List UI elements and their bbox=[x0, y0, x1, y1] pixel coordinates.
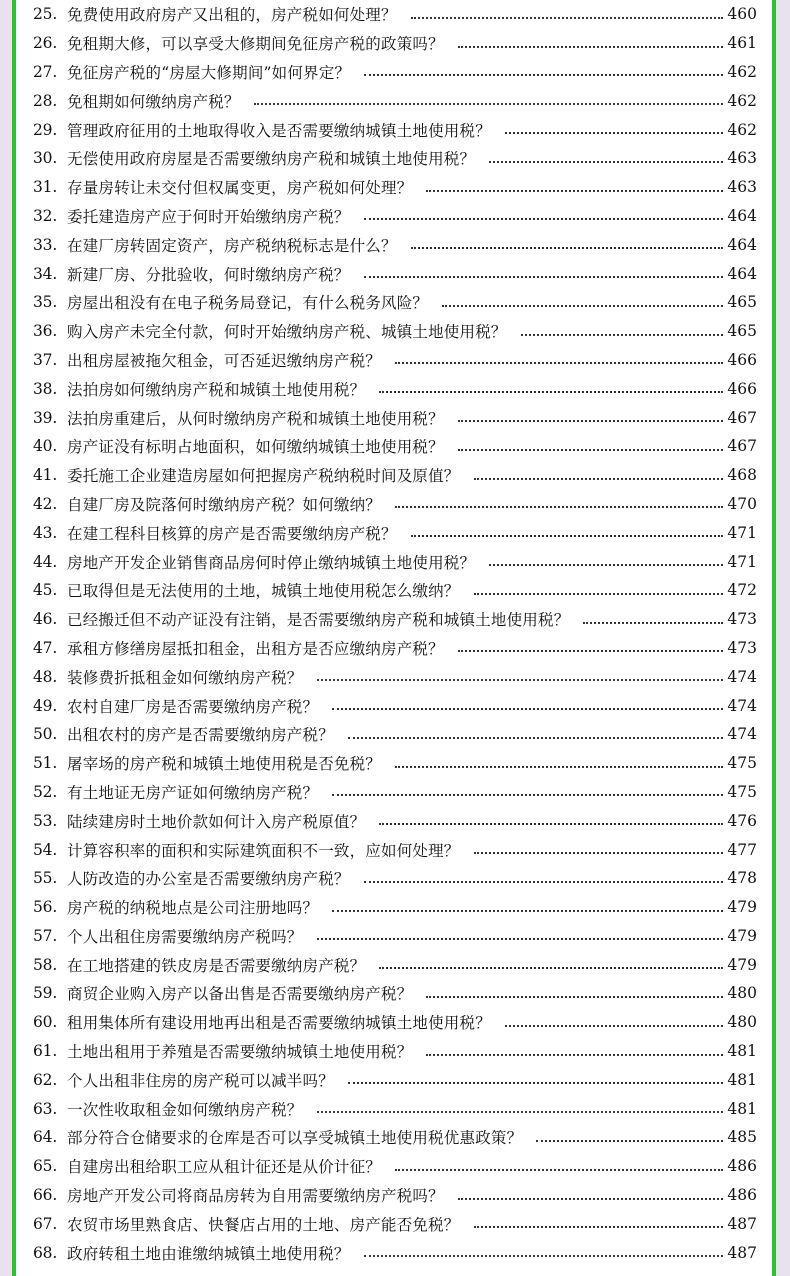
toc-entry[interactable] bbox=[33, 893, 757, 922]
dot-leader bbox=[317, 678, 723, 681]
toc-entry-title: 装修费折抵租金如何缴纳房产税？ bbox=[67, 668, 303, 687]
toc-entry-page-number: 471 bbox=[727, 523, 757, 542]
toc-entry-number: 41. bbox=[33, 466, 58, 485]
toc-entry-title: 免租期如何缴纳房产税？ bbox=[67, 92, 240, 111]
toc-entry-page-number: 475 bbox=[727, 782, 757, 801]
toc-entry-page-number: 479 bbox=[727, 898, 757, 917]
toc-entry-number: 50. bbox=[33, 725, 58, 744]
toc-entry-number: 63. bbox=[33, 1099, 58, 1118]
dot-leader bbox=[348, 736, 723, 739]
toc-entry-number: 61. bbox=[33, 1042, 58, 1061]
toc-entry-title: 政府转租土地由谁缴纳城镇土地使用税？ bbox=[67, 1244, 350, 1263]
dot-leader bbox=[474, 592, 723, 595]
toc-entry-number: 34. bbox=[33, 264, 58, 283]
dot-leader bbox=[395, 361, 723, 364]
toc-entry[interactable] bbox=[33, 634, 757, 663]
dot-leader bbox=[364, 1254, 723, 1257]
toc-entry-page-number: 471 bbox=[727, 552, 757, 571]
toc-entry-title: 部分符合仓储要求的仓库是否可以享受城镇土地使用税优惠政策？ bbox=[67, 1129, 523, 1148]
toc-entry-number: 60. bbox=[33, 1013, 58, 1032]
dot-leader bbox=[426, 1053, 723, 1056]
toc-entry-page-number: 481 bbox=[727, 1042, 757, 1061]
dot-leader bbox=[317, 1110, 723, 1113]
toc-entry[interactable] bbox=[33, 576, 757, 605]
toc-entry-title: 人防改造的办公室是否需要缴纳房产税？ bbox=[67, 870, 350, 889]
toc-entry-page-number: 487 bbox=[727, 1243, 757, 1262]
toc-entry-page-number: 473 bbox=[727, 610, 757, 629]
toc-entry[interactable] bbox=[33, 461, 757, 490]
dot-leader bbox=[254, 102, 723, 105]
toc-entry[interactable] bbox=[33, 288, 757, 317]
toc-entry[interactable] bbox=[33, 230, 757, 259]
toc-entry-number: 40. bbox=[33, 437, 58, 456]
toc-entry-page-number: 474 bbox=[727, 696, 757, 715]
toc-entry-title: 有土地证无房产证如何缴纳房产税？ bbox=[67, 783, 319, 802]
dot-leader bbox=[521, 333, 723, 336]
dot-leader bbox=[426, 189, 723, 192]
toc-entry-title: 计算容积率的面积和实际建筑面积不一致，应如何处理？ bbox=[67, 841, 460, 860]
toc-entry-title: 法拍房如何缴纳房产税和城镇土地使用税？ bbox=[67, 380, 366, 399]
toc-entry-page-number: 476 bbox=[727, 811, 757, 830]
toc-entry-page-number: 474 bbox=[727, 667, 757, 686]
toc-entry[interactable] bbox=[33, 778, 757, 807]
toc-entry-number: 54. bbox=[33, 840, 58, 859]
toc-entry[interactable] bbox=[33, 0, 757, 29]
toc-entry-page-number: 475 bbox=[727, 754, 757, 773]
toc-entry[interactable] bbox=[33, 720, 757, 749]
dot-leader bbox=[364, 73, 723, 76]
toc-entry-title: 房屋出租没有在电子税务局登记，有什么税务风险？ bbox=[67, 294, 429, 313]
toc-entry-number: 48. bbox=[33, 667, 58, 686]
dot-leader bbox=[364, 880, 723, 883]
toc-entry-number: 58. bbox=[33, 955, 58, 974]
toc-entry-title: 新建厂房、分批验收，何时缴纳房产税？ bbox=[67, 265, 350, 284]
dot-leader bbox=[317, 937, 723, 940]
toc-entry[interactable] bbox=[33, 403, 757, 432]
dot-leader bbox=[395, 505, 723, 508]
toc-entry-number: 55. bbox=[33, 869, 58, 888]
toc-entry-number: 46. bbox=[33, 610, 58, 629]
toc-entry[interactable] bbox=[33, 259, 757, 288]
dot-leader bbox=[505, 1024, 723, 1027]
dot-leader bbox=[458, 448, 723, 451]
toc-entry-page-number: 461 bbox=[727, 34, 757, 53]
toc-entry[interactable] bbox=[33, 1123, 757, 1152]
toc-entry-number: 31. bbox=[33, 178, 58, 197]
toc-entry[interactable] bbox=[33, 662, 757, 691]
toc-entry[interactable] bbox=[33, 979, 757, 1008]
toc-entry-page-number: 465 bbox=[727, 293, 757, 312]
dot-leader bbox=[458, 1197, 723, 1200]
toc-entry[interactable] bbox=[33, 374, 757, 403]
toc-entry-title: 在建工程科目核算的房产是否需要缴纳房产税？ bbox=[67, 524, 397, 543]
toc-entry-number: 65. bbox=[33, 1157, 58, 1176]
dot-leader bbox=[395, 765, 723, 768]
dot-leader bbox=[364, 275, 723, 278]
toc-entry-page-number: 479 bbox=[727, 926, 757, 945]
toc-entry-number: 30. bbox=[33, 149, 58, 168]
toc-entry-page-number: 474 bbox=[727, 725, 757, 744]
dot-leader bbox=[458, 45, 723, 48]
toc-entry-number: 27. bbox=[33, 62, 58, 81]
toc-entry-number: 64. bbox=[33, 1128, 58, 1147]
toc-entry[interactable] bbox=[33, 1181, 757, 1210]
toc-entry[interactable] bbox=[33, 922, 757, 951]
toc-entry[interactable] bbox=[33, 691, 757, 720]
toc-entry-number: 36. bbox=[33, 322, 58, 341]
toc-entry-title: 已取得但是无法使用的土地，城镇土地使用税怎么缴纳？ bbox=[67, 582, 460, 601]
toc-entry-page-number: 466 bbox=[727, 350, 757, 369]
table-of-contents bbox=[33, 0, 757, 1267]
dot-leader bbox=[411, 246, 723, 249]
toc-entry[interactable] bbox=[33, 1065, 757, 1094]
toc-entry-number: 29. bbox=[33, 120, 58, 139]
dot-leader bbox=[395, 1168, 723, 1171]
toc-entry-page-number: 479 bbox=[727, 955, 757, 974]
toc-entry-page-number: 480 bbox=[727, 1013, 757, 1032]
toc-entry-title: 陆续建房时土地价款如何计入房产税原值？ bbox=[67, 812, 366, 831]
toc-entry-number: 53. bbox=[33, 811, 58, 830]
toc-entry-number: 37. bbox=[33, 350, 58, 369]
toc-entry[interactable] bbox=[33, 605, 757, 634]
toc-entry-title: 出租农村的房产是否需要缴纳房产税？ bbox=[67, 726, 334, 745]
dot-leader bbox=[458, 649, 723, 652]
dot-leader bbox=[379, 390, 723, 393]
toc-entry-page-number: 468 bbox=[727, 466, 757, 485]
toc-entry[interactable] bbox=[33, 749, 757, 778]
toc-entry-number: 62. bbox=[33, 1070, 58, 1089]
toc-entry-page-number: 463 bbox=[727, 178, 757, 197]
toc-entry-title: 一次性收取租金如何缴纳房产税？ bbox=[67, 1100, 303, 1119]
toc-entry-number: 25. bbox=[33, 5, 58, 24]
toc-entry-number: 43. bbox=[33, 523, 58, 542]
toc-entry-number: 57. bbox=[33, 926, 58, 945]
toc-entry-number: 67. bbox=[33, 1214, 58, 1233]
toc-entry-page-number: 467 bbox=[727, 408, 757, 427]
dot-leader bbox=[474, 477, 723, 480]
toc-entry-title: 委托建造房产应于何时开始缴纳房产税？ bbox=[67, 207, 350, 226]
dot-leader bbox=[426, 995, 723, 998]
toc-entry-title: 房地产开发企业销售商品房何时停止缴纳城镇土地使用税？ bbox=[67, 553, 476, 572]
toc-entry-title: 委托施工企业建造房屋如何把握房产税纳税时间及原值？ bbox=[67, 467, 460, 486]
toc-entry-title: 房产证没有标明占地面积，如何缴纳城镇土地使用税？ bbox=[67, 438, 444, 457]
dot-leader bbox=[583, 621, 723, 624]
toc-entry[interactable] bbox=[33, 1037, 757, 1066]
toc-entry-page-number: 477 bbox=[727, 840, 757, 859]
toc-entry[interactable] bbox=[33, 1008, 757, 1037]
dot-leader bbox=[505, 131, 723, 134]
dot-leader bbox=[411, 534, 723, 537]
toc-entry-title: 屠宰场的房产税和城镇土地使用税是否免税？ bbox=[67, 755, 382, 774]
toc-entry[interactable] bbox=[33, 317, 757, 346]
toc-entry-page-number: 486 bbox=[727, 1157, 757, 1176]
toc-entry[interactable] bbox=[33, 1152, 757, 1181]
toc-entry-title: 出租房屋被拖欠租金，可否延迟缴纳房产税？ bbox=[67, 351, 382, 370]
toc-entry[interactable] bbox=[33, 432, 757, 461]
dot-leader bbox=[474, 1225, 723, 1228]
toc-entry-number: 26. bbox=[33, 34, 58, 53]
toc-entry-page-number: 473 bbox=[727, 638, 757, 657]
toc-entry-number: 39. bbox=[33, 408, 58, 427]
toc-entry-page-number: 463 bbox=[727, 149, 757, 168]
toc-entry[interactable] bbox=[33, 58, 757, 87]
toc-entry-title: 个人出租住房需要缴纳房产税吗？ bbox=[67, 927, 303, 946]
toc-entry-number: 59. bbox=[33, 984, 58, 1003]
toc-entry[interactable] bbox=[33, 173, 757, 202]
toc-entry-title: 个人出租非住房的房产税可以减半吗？ bbox=[67, 1071, 334, 1090]
toc-entry-title: 法拍房重建后，从何时缴纳房产税和城镇土地使用税？ bbox=[67, 409, 444, 428]
toc-entry[interactable] bbox=[33, 490, 757, 519]
dot-leader bbox=[442, 304, 723, 307]
toc-entry[interactable] bbox=[33, 115, 757, 144]
toc-entry-title: 农贸市场里熟食店、快餐店占用的土地、房产能否免税？ bbox=[67, 1215, 460, 1234]
toc-entry[interactable] bbox=[33, 86, 757, 115]
dot-leader bbox=[474, 851, 723, 854]
toc-entry-number: 45. bbox=[33, 581, 58, 600]
toc-entry-title: 房地产开发公司将商品房转为自用需要缴纳房产税吗？ bbox=[67, 1187, 444, 1206]
toc-entry-page-number: 481 bbox=[727, 1070, 757, 1089]
toc-entry-page-number: 464 bbox=[727, 235, 757, 254]
toc-entry-title: 土地出租用于养殖是否需要缴纳城镇土地使用税？ bbox=[67, 1043, 413, 1062]
dot-leader bbox=[458, 419, 723, 422]
toc-entry-title: 免租期大修，可以享受大修期间免征房产税的政策吗？ bbox=[67, 35, 444, 54]
toc-entry[interactable] bbox=[33, 806, 757, 835]
dot-leader bbox=[379, 822, 723, 825]
toc-entry[interactable] bbox=[33, 518, 757, 547]
toc-entry-title: 房产税的纳税地点是公司注册地吗？ bbox=[67, 899, 319, 918]
toc-entry-title: 无偿使用政府房屋是否需要缴纳房产税和城镇土地使用税？ bbox=[67, 150, 476, 169]
toc-entry-number: 44. bbox=[33, 552, 58, 571]
toc-entry-page-number: 467 bbox=[727, 437, 757, 456]
dot-leader bbox=[411, 16, 723, 19]
toc-entry-title: 存量房转让未交付但权属变更，房产税如何处理？ bbox=[67, 179, 413, 198]
toc-entry-number: 32. bbox=[33, 206, 58, 225]
toc-entry-title: 在建厂房转固定资产，房产税纳税标志是什么？ bbox=[67, 236, 397, 255]
dot-leader bbox=[348, 1081, 723, 1084]
toc-entry-number: 33. bbox=[33, 235, 58, 254]
toc-entry[interactable] bbox=[33, 1209, 757, 1238]
toc-entry[interactable] bbox=[33, 202, 757, 231]
toc-entry[interactable] bbox=[33, 864, 757, 893]
dot-leader bbox=[379, 966, 723, 969]
toc-entry-number: 47. bbox=[33, 638, 58, 657]
toc-entry[interactable] bbox=[33, 835, 757, 864]
toc-entry[interactable] bbox=[33, 346, 757, 375]
toc-entry[interactable] bbox=[33, 950, 757, 979]
dot-leader bbox=[332, 793, 723, 796]
dot-leader bbox=[332, 707, 723, 710]
toc-entry-page-number: 460 bbox=[727, 5, 757, 24]
toc-entry-page-number: 465 bbox=[727, 322, 757, 341]
toc-entry-title: 已经搬迁但不动产证没有注销，是否需要缴纳房产税和城镇土地使用税？ bbox=[67, 611, 570, 630]
toc-entry-title: 自建厂房及院落何时缴纳房产税？如何缴纳？ bbox=[67, 495, 382, 514]
toc-entry-title: 在工地搭建的铁皮房是否需要缴纳房产税？ bbox=[67, 956, 366, 975]
toc-entry-title: 商贸企业购入房产以备出售是否需要缴纳房产税？ bbox=[67, 985, 413, 1004]
toc-entry-number: 49. bbox=[33, 696, 58, 715]
toc-entry-number: 38. bbox=[33, 379, 58, 398]
toc-entry-page-number: 464 bbox=[727, 264, 757, 283]
toc-entry-title: 租用集体所有建设用地再出租是否需要缴纳城镇土地使用税？ bbox=[67, 1014, 491, 1033]
toc-entry-page-number: 472 bbox=[727, 581, 757, 600]
toc-entry-number: 51. bbox=[33, 754, 58, 773]
toc-entry-page-number: 462 bbox=[727, 120, 757, 139]
toc-entry-title: 购入房产未完全付款，何时开始缴纳房产税、城镇土地使用税？ bbox=[67, 323, 507, 342]
dot-leader bbox=[332, 909, 723, 912]
dot-leader bbox=[489, 160, 723, 163]
toc-entry-page-number: 486 bbox=[727, 1186, 757, 1205]
toc-entry-page-number: 485 bbox=[727, 1128, 757, 1147]
toc-entry-title: 免费使用政府房产又出租的，房产税如何处理？ bbox=[67, 6, 397, 25]
toc-entry-title: 管理政府征用的土地取得收入是否需要缴纳城镇土地使用税？ bbox=[67, 121, 491, 140]
toc-entry-number: 28. bbox=[33, 91, 58, 110]
toc-entry[interactable] bbox=[33, 144, 757, 173]
toc-entry-number: 56. bbox=[33, 898, 58, 917]
toc-entry[interactable] bbox=[33, 547, 757, 576]
toc-entry-number: 35. bbox=[33, 293, 58, 312]
toc-entry[interactable] bbox=[33, 29, 757, 58]
toc-entry[interactable] bbox=[33, 1238, 757, 1267]
toc-entry-page-number: 466 bbox=[727, 379, 757, 398]
toc-entry-number: 52. bbox=[33, 782, 58, 801]
toc-entry-page-number: 487 bbox=[727, 1214, 757, 1233]
toc-entry-title: 自建房出租给职工应从租计征还是从价计征？ bbox=[67, 1158, 382, 1177]
toc-entry-page-number: 462 bbox=[727, 62, 757, 81]
toc-entry-number: 42. bbox=[33, 494, 58, 513]
toc-entry-title: 承租方修缮房屋抵扣租金，出租方是否应缴纳房产税？ bbox=[67, 639, 444, 658]
toc-entry[interactable] bbox=[33, 1094, 757, 1123]
toc-entry-page-number: 481 bbox=[727, 1099, 757, 1118]
dot-leader bbox=[364, 217, 723, 220]
toc-entry-title: 免征房产税的“房屋大修期间”如何界定？ bbox=[67, 63, 351, 82]
toc-entry-page-number: 480 bbox=[727, 984, 757, 1003]
dot-leader bbox=[536, 1139, 723, 1142]
toc-entry-number: 68. bbox=[33, 1243, 58, 1262]
toc-entry-page-number: 464 bbox=[727, 206, 757, 225]
toc-entry-number: 66. bbox=[33, 1186, 58, 1205]
dot-leader bbox=[489, 563, 723, 566]
toc-entry-title: 农村自建厂房是否需要缴纳房产税？ bbox=[67, 697, 319, 716]
toc-entry-page-number: 470 bbox=[727, 494, 757, 513]
toc-entry-page-number: 462 bbox=[727, 91, 757, 110]
toc-entry-page-number: 478 bbox=[727, 869, 757, 888]
